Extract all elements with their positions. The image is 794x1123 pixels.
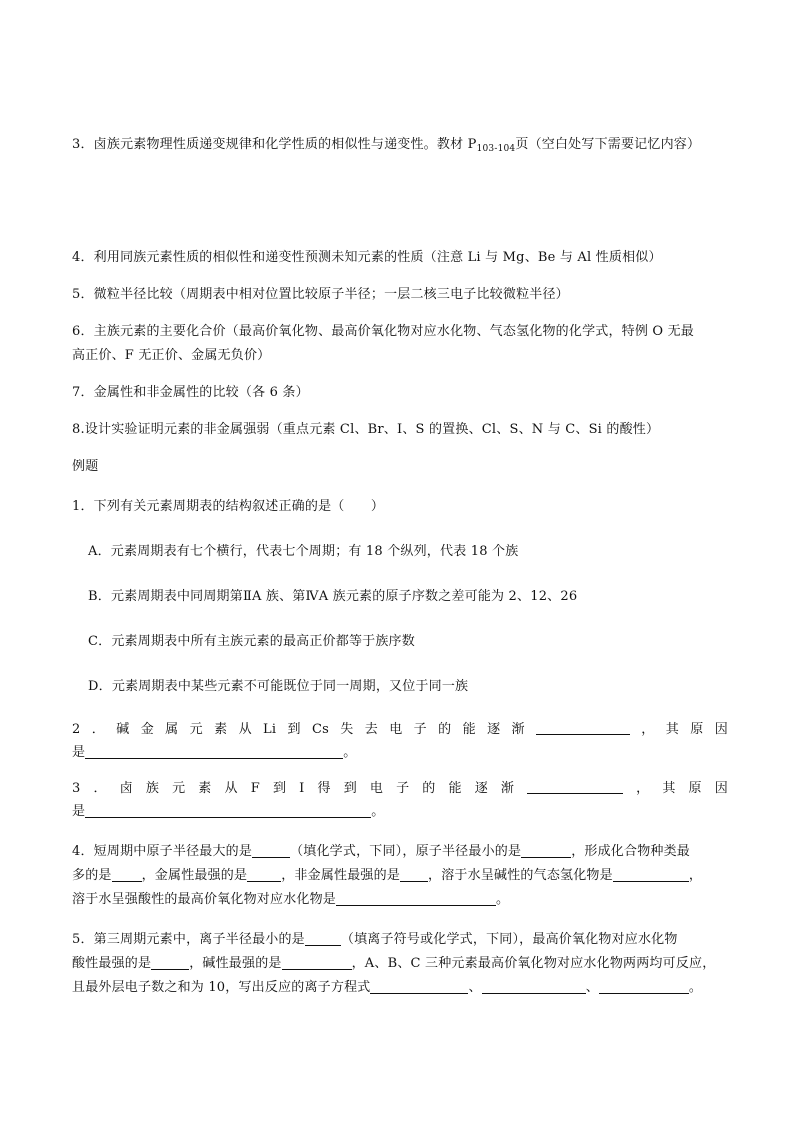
question-5-line-2: [72, 954, 728, 974]
question-2-char: Cs: [311, 722, 329, 737]
question-3-char: 其: [662, 781, 676, 796]
item-8: 8.设计实验证明元素的非金属强弱（重点元素 Cl、Br、I、S 的置换、Cl、S、N 与 C、Si 的酸性）: [72, 422, 660, 437]
question-4-line-2: [72, 866, 728, 886]
question-5-text: 且最外层电子数之和为 10，写出反应的离子方程式: [72, 980, 371, 995]
question-2-justified-text: [72, 720, 728, 740]
question-3-char: 得: [317, 781, 331, 796]
question-2-char: 去: [364, 722, 378, 737]
question-1-option-d: D．元素周期表中某些元素不可能既位于同一周期，又位于同一族: [88, 679, 469, 694]
item-3: [72, 135, 728, 159]
question-2-char: Li: [263, 722, 277, 737]
item-5: 5．微粒半径比较（周期表中相对位置比较原子半径；一层二核三电子比较微粒半径）: [72, 287, 569, 302]
question-3-char: I: [299, 781, 305, 796]
question-2-energy-blank[interactable]: [536, 720, 630, 735]
question-4-blank-most-compounds[interactable]: [112, 867, 142, 882]
question-2-char: 碱: [116, 722, 130, 737]
item-4: 4．利用同族元素性质的相似性和递变性预测未知元素的性质（注意 Li 与 Mg、Be 与 Al 性质相似）: [72, 250, 662, 265]
question-4-blank-strong-acid[interactable]: [336, 891, 496, 906]
question-2-line-2-start: 是: [72, 745, 86, 760]
question-1-option-a: A．元素周期表有七个横行，代表七个周期；有 18 个纵列，代表 18 个族: [88, 544, 519, 559]
question-2-char: 渐: [511, 722, 525, 737]
question-3-char: 原: [688, 781, 702, 796]
question-4-line-3: [72, 890, 728, 910]
question-5-blank-strongest-base[interactable]: [282, 955, 352, 970]
question-2-char: ，: [641, 722, 655, 737]
question-5-text: （填离子符号或化学式，下同），最高价氧化物对应水化物: [340, 932, 678, 947]
question-2-char: 因: [714, 722, 728, 737]
question-5-blank-smallest-ion[interactable]: [305, 931, 341, 946]
question-4-text: 。: [496, 892, 510, 907]
question-2-line-1: [72, 720, 728, 740]
item-6-line-1: 6．主族元素的主要化合价（最高价氧化物、最高价氧化物对应水化物、气态氢化物的化学式，特例 O 无最: [72, 324, 694, 339]
question-4-text: ，溶于水呈碱性的气态氢化物是: [428, 868, 613, 883]
question-4-line-1: [72, 842, 728, 862]
question-5-line-1: [72, 930, 728, 950]
question-3-char: 到: [272, 781, 287, 796]
question-3-char: 卤: [119, 781, 133, 796]
question-2-line-2: [72, 743, 728, 763]
question-5-text: 5．第三周期元素中，离子半径最小的是: [72, 932, 305, 947]
question-3-line-1: [72, 779, 728, 799]
question-2-char: 原: [690, 722, 704, 737]
question-2-char: 属: [165, 722, 179, 737]
question-2-char: 其: [665, 722, 679, 737]
question-4-blank-strongest-metal[interactable]: [247, 867, 281, 882]
question-2-char: 金: [140, 722, 154, 737]
question-1-option-c: C．元素周期表中所有主族元素的最高正价都等于族序数: [88, 634, 415, 649]
question-4-text: ，: [688, 868, 703, 883]
question-4-blank-basic-hydride[interactable]: [613, 867, 689, 882]
question-3-char: 能: [448, 781, 462, 796]
question-4-text: 溶于水呈强酸性的最高价氧化物对应水化物是: [72, 892, 337, 907]
question-2-char: ．: [91, 722, 105, 737]
examples-heading: 例题: [72, 459, 99, 474]
question-3-char: 电: [369, 781, 384, 796]
question-5-blank-equation-3[interactable]: [599, 979, 689, 994]
question-5-text: 。: [688, 980, 703, 995]
item-7: 7．金属性和非金属性的比较（各 6 条）: [72, 385, 309, 400]
question-5-line-3: [72, 978, 728, 998]
question-3-energy-blank[interactable]: [527, 779, 623, 794]
question-3-char: 3: [72, 781, 81, 796]
question-3-char: 从: [224, 781, 238, 796]
item-3-page-range: 103-104: [476, 144, 516, 154]
question-5-text: 酸性最强的是: [72, 956, 152, 971]
question-2-char: 逐: [487, 722, 501, 737]
question-5-text: 、: [468, 980, 482, 995]
question-2-char: 2: [72, 722, 81, 737]
question-2-char: 电: [389, 722, 403, 737]
question-4-text: 多的是: [72, 868, 112, 883]
question-5-blank-strongest-acid[interactable]: [151, 955, 189, 970]
question-3-char: 素: [198, 781, 212, 796]
question-3-char: 到: [343, 781, 357, 796]
question-5-text: 、: [585, 980, 599, 995]
item-3-text: 3．卤族元素物理性质递变规律和化学性质的相似性与递变性。教材 P: [72, 137, 477, 152]
question-3-end: 。: [371, 804, 385, 819]
question-3-line-2-start: 是: [72, 804, 86, 819]
question-3-char: 逐: [474, 781, 488, 796]
question-3-justified-text: [72, 779, 728, 799]
question-5-text: ，碱性最强的是: [189, 956, 282, 971]
question-3-char: 因: [714, 781, 728, 796]
question-3-char: 元: [172, 781, 186, 796]
question-2-char: 到: [287, 722, 301, 737]
question-2-char: 素: [214, 722, 228, 737]
question-2-char: 能: [462, 722, 476, 737]
question-5-blank-equation-1[interactable]: [370, 979, 468, 994]
question-1-option-b: B．元素周期表中同周期第ⅡA 族、第ⅣA 族元素的原子序数之差可能为 2、12、26: [88, 589, 578, 604]
question-2-char: 的: [438, 722, 452, 737]
question-3-char: ．: [93, 781, 107, 796]
question-3-line-2: [72, 802, 728, 822]
question-4-text: （填化学式，下同），原子半径最小的是: [290, 844, 522, 859]
question-3-char: ，: [636, 781, 650, 796]
question-4-blank-strongest-nonmetal[interactable]: [400, 867, 428, 882]
question-3-char: 族: [145, 781, 160, 796]
question-4-text: ，形成化合物种类最: [571, 844, 690, 859]
question-3-char: 子: [396, 781, 410, 796]
question-2-char: 子: [413, 722, 427, 737]
item-3-text-end: 页（空白处写下需要记忆内容）: [515, 137, 701, 152]
question-4-text: ，非金属性最强的是: [281, 868, 401, 883]
question-2-char: 从: [238, 722, 252, 737]
question-2-char: 失: [340, 722, 354, 737]
question-2-end: 。: [343, 745, 357, 760]
question-4-blank-largest-radius[interactable]: [252, 843, 290, 858]
question-5-blank-equation-2[interactable]: [482, 979, 586, 994]
question-4-blank-smallest-radius[interactable]: [521, 843, 571, 858]
question-3-char: 渐: [500, 781, 515, 796]
question-2-reason-blank[interactable]: [85, 744, 343, 759]
question-5-text: ，A、B、C 三种元素最高价氧化物对应水化物两两均可反应，: [351, 956, 716, 971]
question-3-char: 的: [422, 781, 436, 796]
item-6-line-2: 高正价、F 无正价、金属无负价）: [72, 348, 271, 363]
question-3-char: F: [250, 781, 260, 796]
question-4-text: ，金属性最强的是: [141, 868, 248, 883]
question-1-stem: 1．下列有关元素周期表的结构叙述正确的是（ ）: [72, 499, 385, 514]
question-4-text: 4．短周期中原子半径最大的是: [72, 844, 253, 859]
question-2-char: 元: [189, 722, 203, 737]
question-3-reason-blank[interactable]: [85, 803, 371, 818]
